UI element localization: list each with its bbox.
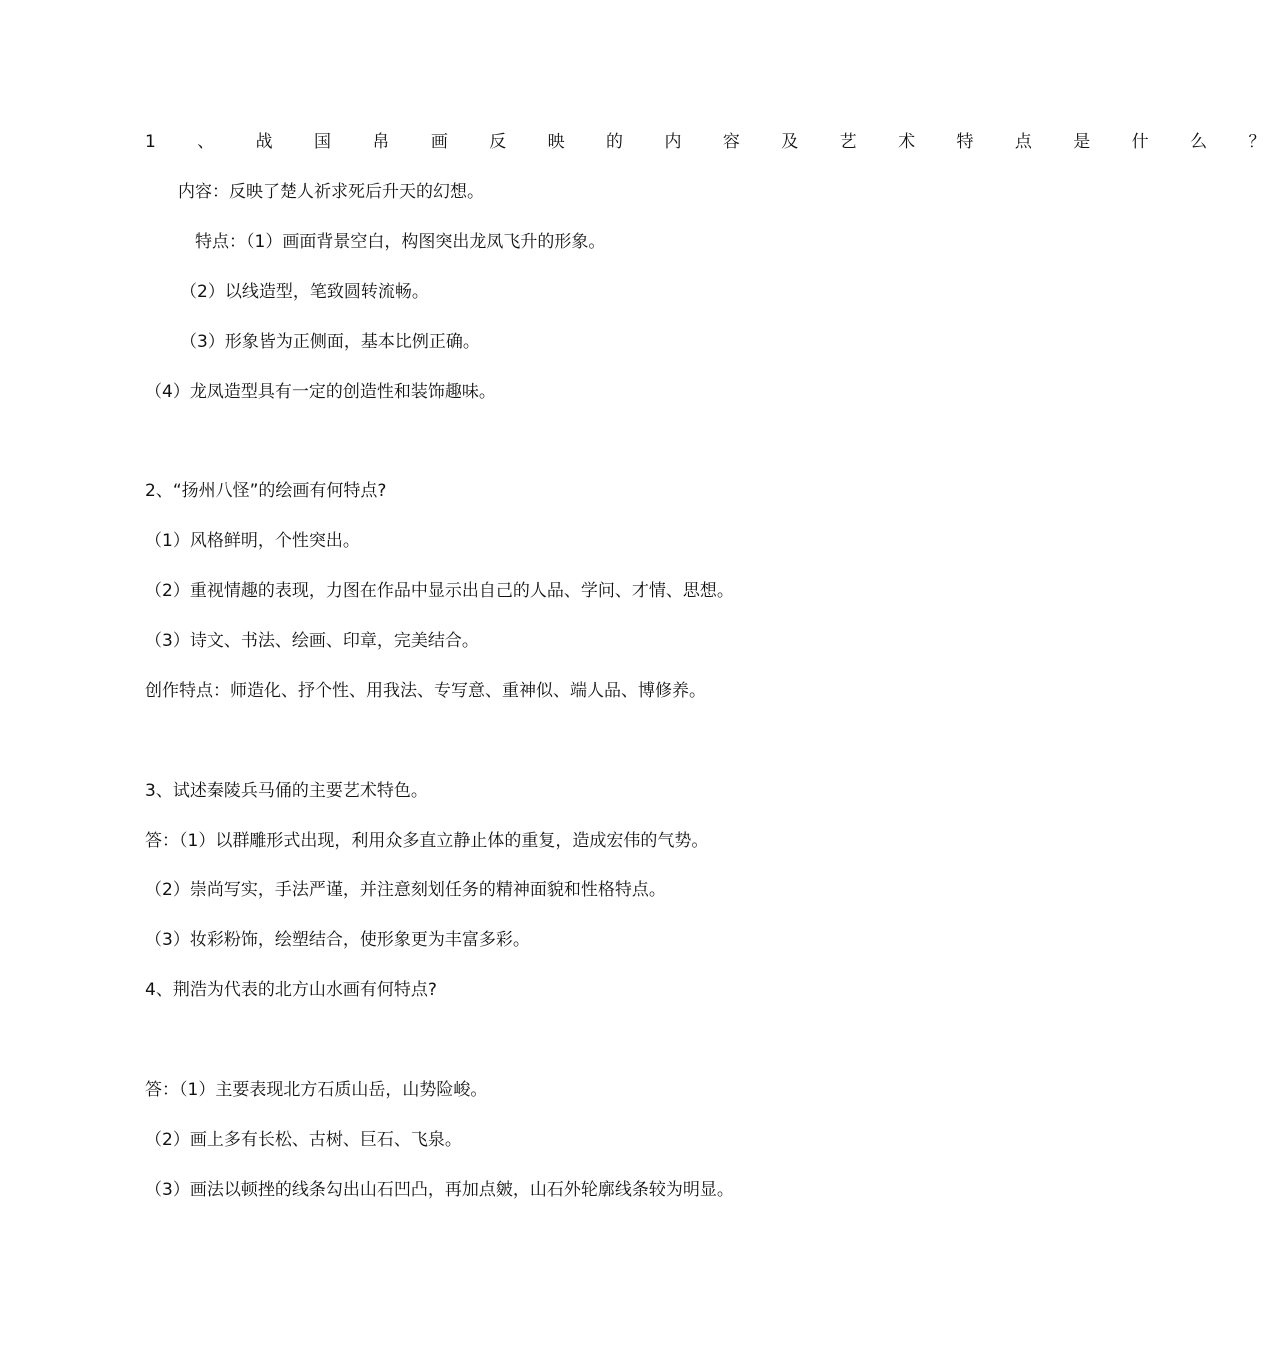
question-3-point-2: （2）崇尚写实，手法严谨，并注意刻划任务的精神面貌和性格特点。 [145,880,666,900]
question-1-point-3: （3）形象皆为正侧面，基本比例正确。 [180,332,480,352]
question-2-point-1: （1）风格鲜明，个性突出。 [145,531,360,551]
question-3-point-3: （3）妆彩粉饰，绘塑结合，使形象更为丰富多彩。 [145,930,530,950]
question-4-point-3: （3）画法以顿挫的线条勾出山石凹凸，再加点皴，山石外轮廓线条较为明显。 [145,1180,734,1200]
question-4-point-1: 答：（1）主要表现北方石质山岳，山势险峻。 [145,1080,488,1100]
question-3-title: 3、试述秦陵兵马俑的主要艺术特色。 [145,781,428,801]
question-1-point-2: （2）以线造型，笔致圆转流畅。 [180,282,429,302]
question-2-title: 2、“扬州八怪”的绘画有何特点? [145,481,387,501]
question-2-point-3: （3）诗文、书法、绘画、印章，完美结合。 [145,631,479,651]
question-2-point-2: （2）重视情趣的表现，力图在作品中显示出自己的人品、学问、才情、思想。 [145,581,734,601]
question-1-point-1: 特点：（1）画面背景空白，构图突出龙凤飞升的形象。 [195,232,606,252]
question-1-title: 1 、 战 国 帛 画 反 映 的 内 容 及 艺 术 特 点 是 什 么 ？ [145,132,1284,152]
question-3-point-1: 答：（1）以群雕形式出现，利用众多直立静止体的重复，造成宏伟的气势。 [145,831,709,851]
question-1-content: 内容：反映了楚人祈求死后升天的幻想。 [178,182,484,202]
question-4-point-2: （2）画上多有长松、古树、巨石、飞泉。 [145,1130,462,1150]
question-2-creative-features: 创作特点：师造化、抒个性、用我法、专写意、重神似、端人品、博修养。 [145,681,706,701]
question-1-point-4: （4）龙凤造型具有一定的创造性和装饰趣味。 [145,382,496,402]
question-4-title: 4、荆浩为代表的北方山水画有何特点? [145,980,437,1000]
